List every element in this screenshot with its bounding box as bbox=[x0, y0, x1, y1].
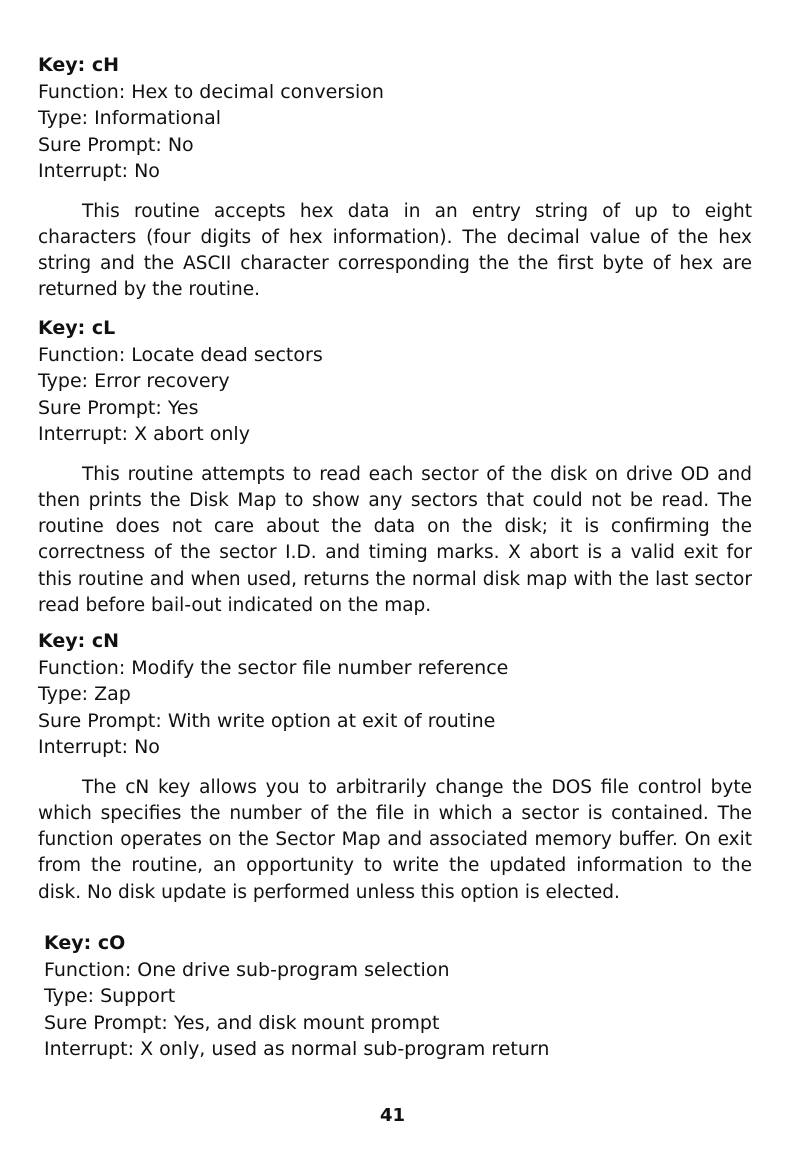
function-line: Function: One drive sub-program selection bbox=[44, 958, 450, 981]
key-heading: Key: cO bbox=[44, 932, 126, 954]
sure-prompt-line: Sure Prompt: With write option at exit of routine bbox=[38, 709, 496, 732]
sure-prompt-line: Sure Prompt: Yes, and disk mount prompt bbox=[44, 1011, 440, 1034]
function-line: Function: Hex to decimal conversion bbox=[38, 80, 384, 103]
sure-prompt-line: Sure Prompt: Yes bbox=[38, 396, 199, 419]
description-paragraph: This routine accepts hex data in an entry string of up to eight characters (four digits of hex information). The decimal value of the hex string and the ASCII character corresponding the the first byte of hex are returned by the routine. bbox=[38, 200, 752, 301]
key-heading: Key: cN bbox=[38, 630, 120, 652]
interrupt-line: Interrupt: X abort only bbox=[38, 423, 250, 445]
entry-cn bbox=[38, 628, 758, 906]
type-line: Type: Informational bbox=[38, 107, 221, 129]
entry-ch bbox=[38, 52, 758, 304]
key-heading: Key: cL bbox=[38, 317, 116, 339]
function-line: Function: Locate dead sectors bbox=[38, 343, 323, 366]
description-paragraph: This routine attempts to read each sector of the disk on drive OD and then prints the Disk Map to show any sectors that could not be read. The routine does not care about the data on the disk; it is confirming the correctness of the sector I.D. and timing marks. X abort is a valid exit for this routine and when used, returns the normal disk map with the last sector read before bail-out indicated on the map. bbox=[38, 463, 752, 616]
description-paragraph: The cN key allows you to arbitrarily change the DOS file control byte which specifies the number of the file in which a sector is contained. The function operates on the Sector Map and associated memory buffer. On exit from the routine, an opportunity to write the updated information to the disk. No disk update is performed unless this option is elected. bbox=[38, 776, 752, 903]
type-line: Type: Support bbox=[44, 985, 176, 1007]
interrupt-line: Interrupt: X only, used as normal sub-program return bbox=[44, 1038, 550, 1060]
page-number: 41 bbox=[379, 1105, 406, 1126]
interrupt-line: Interrupt: No bbox=[38, 736, 160, 758]
function-line: Function: Modify the sector file number reference bbox=[38, 656, 509, 679]
entry-co bbox=[44, 930, 764, 1063]
interrupt-line: Interrupt: No bbox=[38, 160, 160, 182]
sure-prompt-line: Sure Prompt: No bbox=[38, 133, 194, 156]
key-heading: Key: cH bbox=[38, 54, 120, 76]
entry-cl bbox=[38, 315, 758, 619]
type-line: Type: Error recovery bbox=[38, 370, 230, 392]
type-line: Type: Zap bbox=[38, 683, 131, 705]
